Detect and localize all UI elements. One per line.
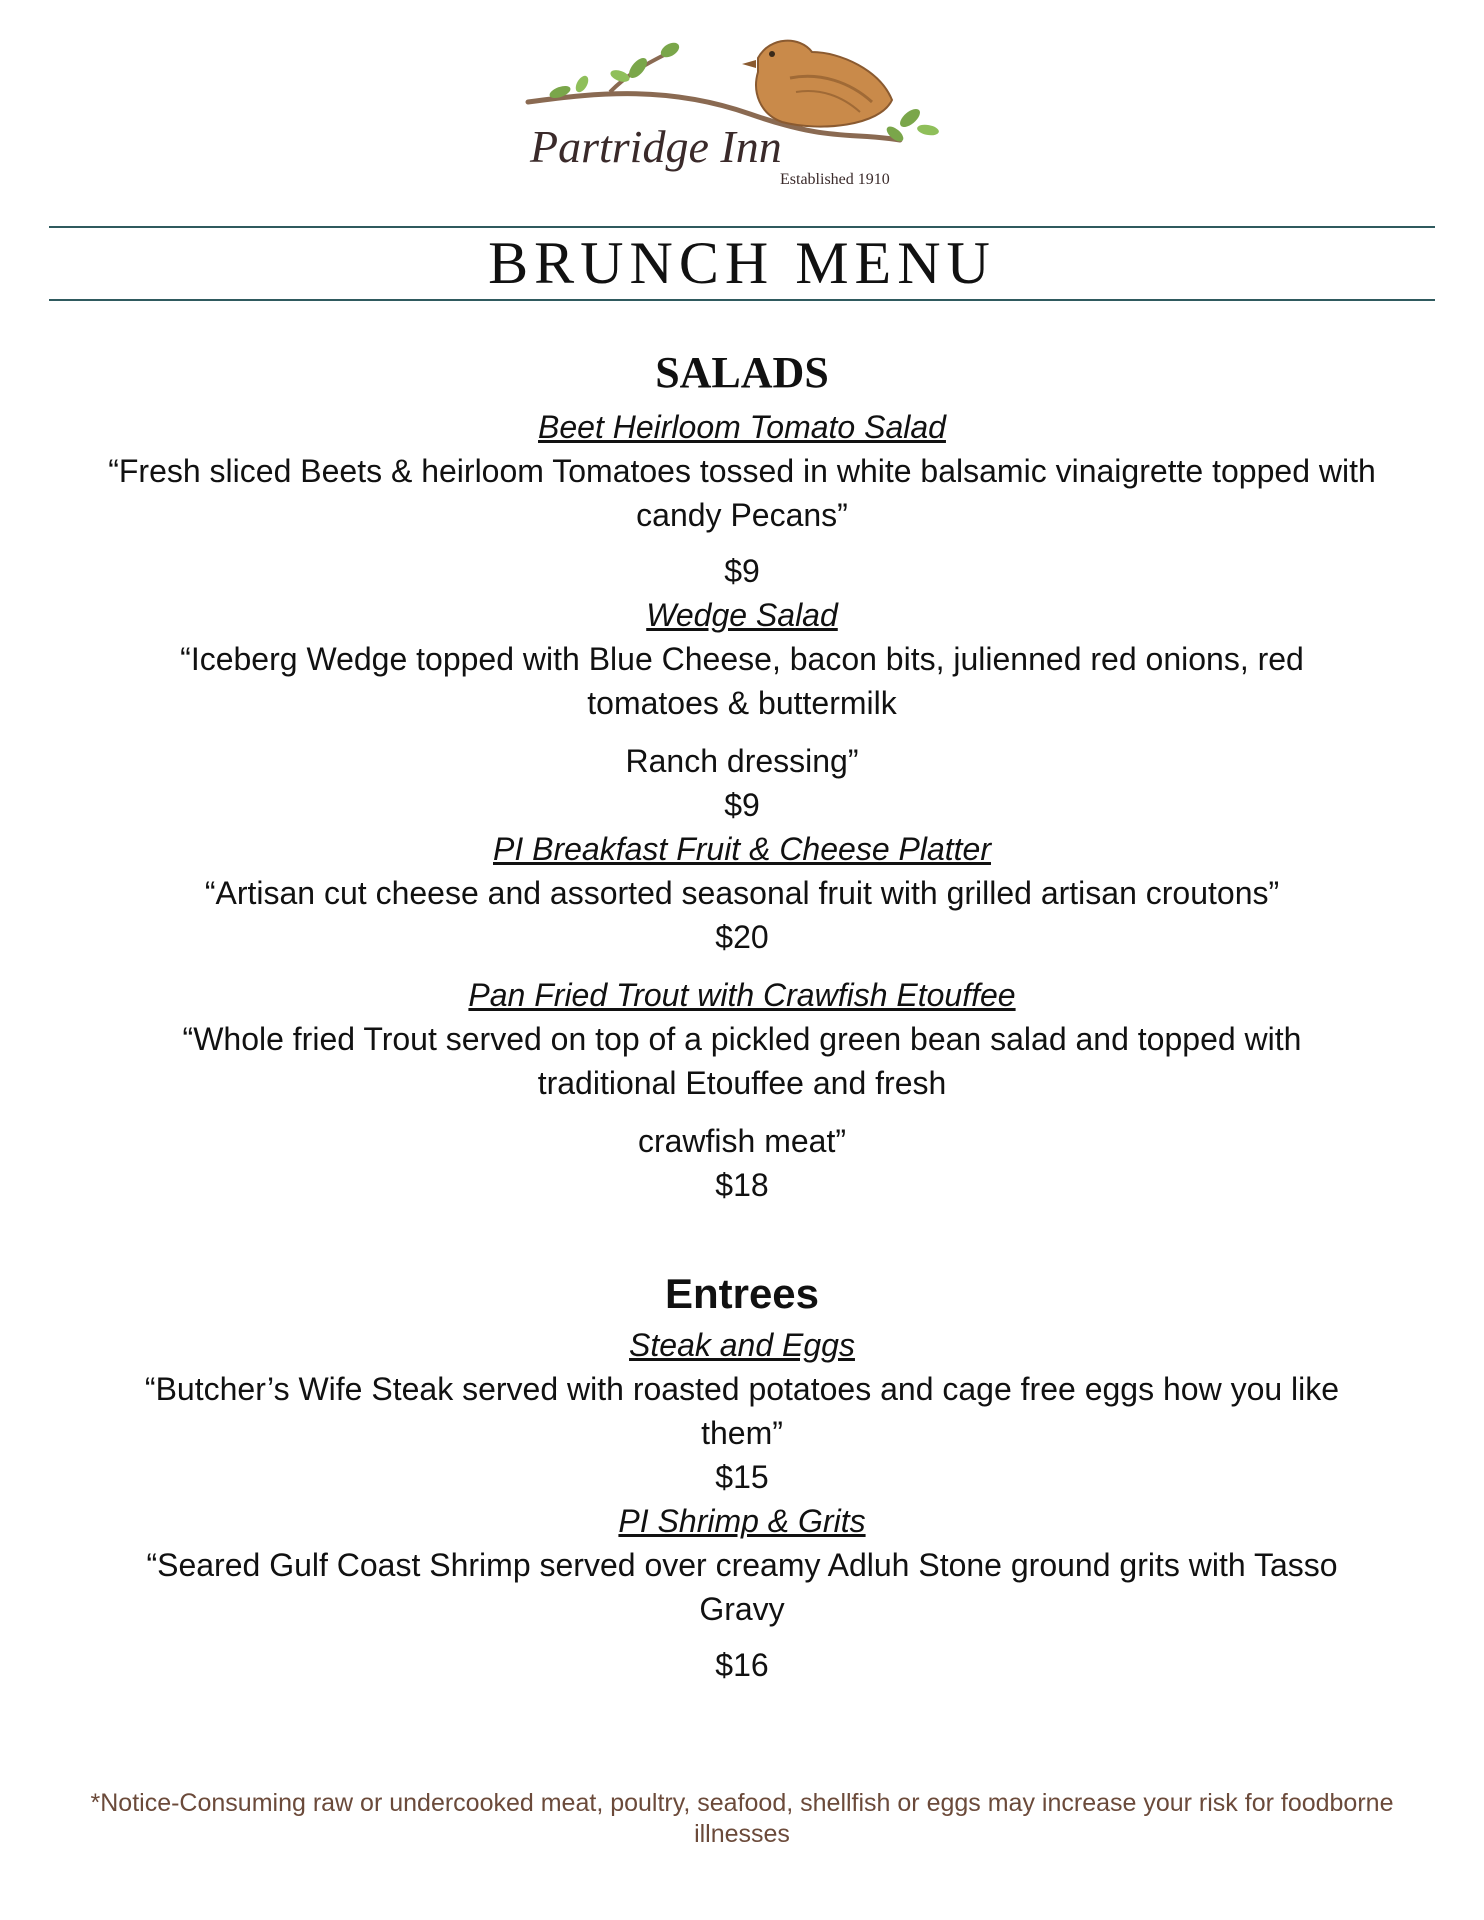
section-title-entrees: Entrees (664, 1270, 820, 1317)
menu-item (90, 405, 1394, 593)
partridge-bird-icon (520, 22, 960, 192)
item-name: Beet Heirloom Tomato Salad (538, 409, 946, 445)
item-price: $9 (724, 553, 760, 589)
item-description: “Iceberg Wedge topped with Blue Cheese, bacon bits, julienned red onions, red tomatoes & buttermilk (180, 641, 1304, 721)
section-title-salads: SALADS (655, 348, 829, 397)
item-description: “Fresh sliced Beets & heirloom Tomatoes tossed in white balsamic vinaigrette topped with candy Pecans” (108, 453, 1376, 533)
item-price: $9 (724, 787, 760, 823)
logo (520, 22, 960, 192)
menu-item (90, 973, 1394, 1207)
item-description: “Artisan cut cheese and assorted seasonal fruit with grilled artisan croutons” (204, 875, 1280, 911)
health-notice: *Notice-Consuming raw or undercooked meat, poultry, seafood, shellfish or eggs may increase your risk for foodborne illnesses (90, 1789, 1394, 1848)
menu-item (90, 593, 1394, 827)
item-name: Steak and Eggs (629, 1327, 855, 1363)
item-price: $20 (715, 919, 769, 955)
menu-item (90, 1499, 1394, 1687)
item-price: $18 (715, 1167, 769, 1203)
item-name: Wedge Salad (646, 597, 838, 633)
item-description-continued: Ranch dressing” (625, 743, 859, 779)
logo-established: Established 1910 (780, 171, 890, 188)
item-price: $15 (715, 1459, 769, 1495)
item-description: “Whole fried Trout served on top of a pickled green bean salad and topped with traditional Etouffee and fresh (182, 1021, 1302, 1101)
logo-wordmark: Partridge Inn (530, 121, 782, 172)
item-name: PI Shrimp & Grits (618, 1503, 866, 1539)
menu-item (90, 827, 1394, 959)
item-name: PI Breakfast Fruit & Cheese Platter (493, 831, 991, 867)
item-name: Pan Fried Trout with Crawfish Etouffee (468, 977, 1016, 1013)
item-description-continued: crawfish meat” (637, 1123, 847, 1159)
title-bottom-rule (49, 299, 1435, 301)
item-price: $16 (715, 1647, 769, 1683)
item-description: “Butcher’s Wife Steak served with roasted potatoes and cage free eggs how you like them” (144, 1371, 1340, 1451)
menu-item (90, 1323, 1394, 1499)
item-description: “Seared Gulf Coast Shrimp served over creamy Adluh Stone ground grits with Tasso Gravy (146, 1547, 1338, 1627)
menu-content (90, 345, 1394, 1687)
page-title: BRUNCH MENU (488, 230, 996, 296)
